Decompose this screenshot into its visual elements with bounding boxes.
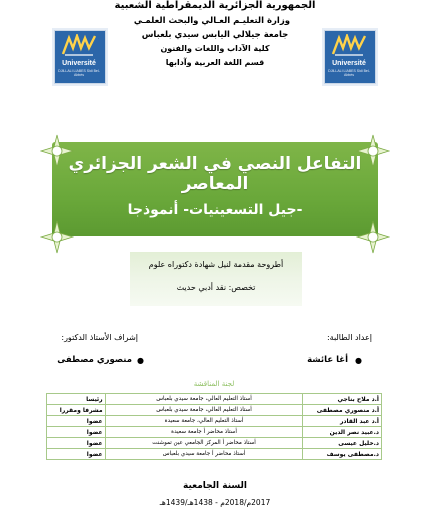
university-emblem-icon <box>331 34 367 56</box>
logo-university-text: Université <box>332 60 366 67</box>
logo-sub-text: DJILLALI LIABES Sidi Bel-Abbès <box>58 69 100 77</box>
star-ornament-icon <box>40 220 74 254</box>
jury-member-role: مشرفا ومقررا <box>47 405 106 416</box>
thesis-specialty: تخصص: نقد أدبي حديث <box>176 283 256 292</box>
jury-row <box>47 416 382 427</box>
bullet-icon: ● <box>137 356 144 365</box>
academic-year-date: 2017م/2018م - 1438هـ/1439هـ <box>159 498 271 507</box>
jury-member-name: د.مصطفى يوسف <box>303 449 382 460</box>
department-line: قسم اللغة العربية وآدابها <box>165 58 265 67</box>
bullet-icon: ● <box>355 356 362 365</box>
jury-member-position: أستاذ التعليم العالي، جامعة سيدي بلعباس <box>105 394 303 405</box>
thesis-degree: أطروحة مقدمة لنيل شهادة دكتوراه علوم <box>148 260 284 269</box>
jury-member-position: أستاذ محاضر أ جامعة سعيدة <box>105 427 303 438</box>
ministry-line: وزارة التعليـم العـالي والبحث العلمـي <box>133 16 290 26</box>
jury-member-role: عضوا <box>47 449 106 460</box>
jury-member-position: أستاذ التعليم العالي، جامعة سعيدة <box>105 416 303 427</box>
supervisor-label: إشراف الأستاذ الدكتور: <box>61 333 138 342</box>
jury-member-name: أ.د ملاح بناجي <box>303 394 382 405</box>
jury-member-position: أستاذ محاضر أ جامعة سيدي بلعباس <box>105 449 303 460</box>
jury-row <box>47 427 382 438</box>
jury-row <box>47 394 382 405</box>
jury-title: لجنة المناقشة <box>193 380 235 388</box>
university-line: جامعة جيلالي اليابس سيدي بلعباس <box>141 30 289 40</box>
jury-member-name: أ.د منصوري مصطفى <box>303 405 382 416</box>
thesis-subtitle: -جيل التسعينيات- أنموذجا <box>127 202 303 218</box>
jury-row <box>47 449 382 460</box>
jury-member-name: د.خليل عيسى <box>303 438 382 449</box>
jury-row <box>47 405 382 416</box>
logo-university-text: Université <box>62 60 96 67</box>
student-label: إعداد الطالبة: <box>326 333 372 342</box>
faculty-line: كلية الآداب واللغات والفنون <box>160 44 270 53</box>
jury-member-role: رئيسا <box>47 394 106 405</box>
thesis-title: التفاعل النصي في الشعر الجزائري المعاصر <box>68 154 362 194</box>
jury-member-role: عضوا <box>47 416 106 427</box>
academic-year-label: السنة الجامعية <box>182 481 247 491</box>
star-ornament-icon <box>356 220 390 254</box>
logo-sub-text: DJILLALI LIABES Sidi Bel-Abbès <box>328 69 370 77</box>
jury-member-name: د.عبيد نصر الدين <box>303 427 382 438</box>
jury-member-role: عضوا <box>47 427 106 438</box>
jury-member-name: أ.د عبد القادر <box>303 416 382 427</box>
jury-member-position: أستاذ محاضر أ المركز الجامعي عين تموشنت <box>105 438 303 449</box>
jury-row <box>47 438 382 449</box>
republic-title: الجمهورية الجزائرية الديمقراطية الشعبية <box>114 0 316 11</box>
jury-member-position: أستاذ التعليم العالي، جامعة سيدي بلعباس <box>105 405 303 416</box>
jury-member-role: عضوا <box>47 438 106 449</box>
university-logo-left <box>48 26 110 88</box>
student-name: أغا عائشة <box>307 355 348 365</box>
supervisor-name: منصوري مصطفى <box>57 355 132 365</box>
jury-table <box>46 393 382 460</box>
university-logo-right <box>318 26 380 88</box>
university-emblem-icon <box>61 34 97 56</box>
